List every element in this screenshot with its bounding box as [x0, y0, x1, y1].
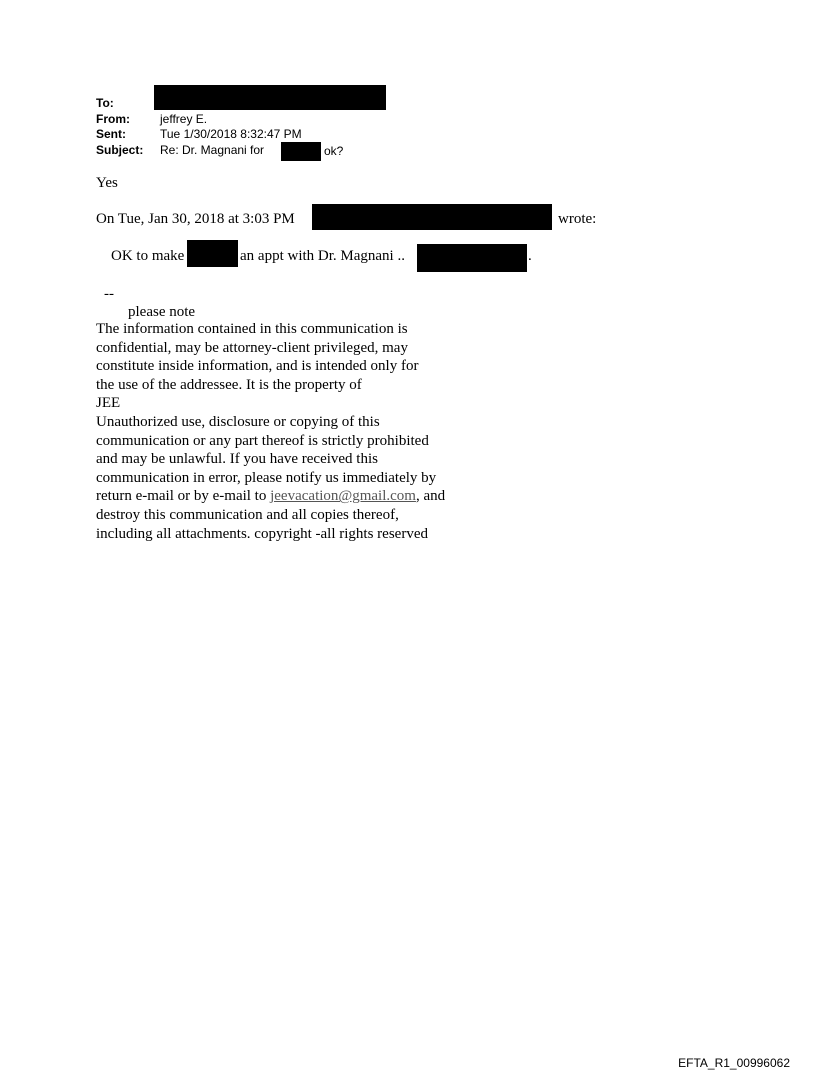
- subject-label: Subject:: [96, 143, 144, 157]
- to-redaction: [154, 85, 386, 110]
- to-label: To:: [96, 96, 114, 110]
- disclaimer-line: [96, 487, 445, 506]
- quoted-part2: an appt with Dr. Magnani ..: [240, 248, 405, 264]
- disclaimer-line: the use of the addressee. It is the property of: [96, 376, 362, 393]
- disclaimer-text: return e-mail or by e-mail to: [96, 488, 267, 505]
- disclaimer-line: Unauthorized use, disclosure or copying of this: [96, 413, 380, 430]
- confidentiality-disclaimer: [96, 320, 445, 543]
- disclaimer-line: communication or any part thereof is strictly prohibited: [96, 432, 429, 449]
- disclaimer-line: constitute inside information, and is intended only for: [96, 358, 419, 375]
- email-link[interactable]: jeevacation@gmail.com: [270, 488, 416, 505]
- reply-text: Yes: [96, 175, 118, 191]
- quoted-redaction-2: [417, 244, 527, 272]
- disclaimer-line: destroy this communication and all copies thereof,: [96, 506, 399, 523]
- signature-dashes: --: [104, 286, 114, 302]
- quoted-redaction-1: [187, 240, 238, 267]
- disclaimer-line: communication in error, please notify us immediately by: [96, 469, 437, 486]
- quoted-end: .: [528, 248, 532, 264]
- disclaimer-line: including all attachments. copyright -all rights reserved: [96, 525, 428, 542]
- sender-redaction: [312, 204, 552, 230]
- document-id: EFTA_R1_00996062: [678, 1056, 790, 1070]
- quote-wrote: wrote:: [558, 211, 597, 227]
- quoted-part1: OK to make: [111, 248, 185, 264]
- disclaimer-line: The information contained in this communication is: [96, 321, 408, 337]
- disclaimer-text: , and: [415, 488, 446, 505]
- subject-redaction: [281, 142, 321, 161]
- from-label: From:: [96, 112, 130, 126]
- quote-intro: On Tue, Jan 30, 2018 at 3:03 PM: [96, 211, 295, 227]
- subject-prefix: Re: Dr. Magnani for: [160, 143, 265, 157]
- sent-label: Sent:: [96, 127, 126, 141]
- disclaimer-line: JEE: [96, 395, 121, 412]
- subject-suffix: ok?: [324, 144, 344, 158]
- please-note: please note: [128, 304, 196, 320]
- from-value: jeffrey E.: [160, 112, 208, 126]
- disclaimer-line: and may be unlawful. If you have received this: [96, 451, 378, 468]
- disclaimer-line: confidential, may be attorney-client privileged, may: [96, 339, 408, 356]
- sent-value: Tue 1/30/2018 8:32:47 PM: [160, 127, 302, 141]
